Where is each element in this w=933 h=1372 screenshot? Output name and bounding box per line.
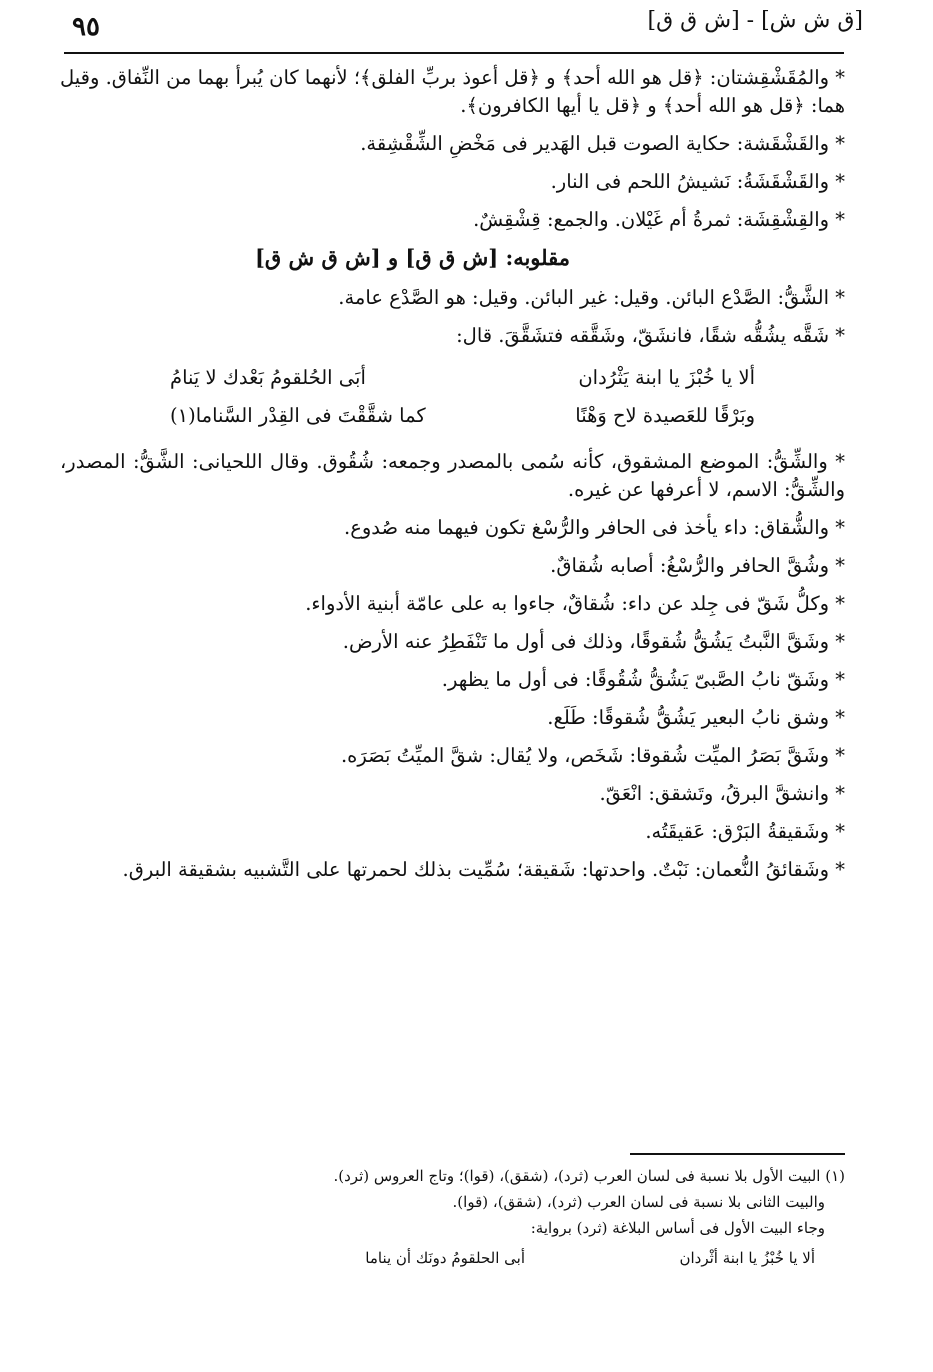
entry-paragraph: * وانشقَّ البرقُ، وتَشقق: انْعَقّ. (599, 782, 845, 805)
verse-second-hemistich: أبَى الحُلقومُ بَعْدك لا يَنامُ (170, 366, 366, 389)
footnote-rule (630, 1153, 845, 1155)
entry-paragraph: * وشَقَّ بَصَرُ الميِّت شُقوقا: شَخَص، ولا يُقال: شقَّ الميِّتُ بَصَرَه. (340, 744, 845, 767)
entry-paragraph: * وكلُّ شَقّ فى جِلد عن داء: شُقاقٌ، جاءوا به على عامّة أبنية الأدواء. (305, 592, 845, 615)
entry-paragraph: * وشق نابُ البعير يَشُقُّ شُقوقًا: طَلَع. (547, 706, 845, 729)
entry-paragraph: * والشِّقُّ: الموضع المشقوق، كأنه سُمى بالمصدر وجمعه: شُقُوق. وقال اللحيانى: الشَّقُّ: المصدر، والشِّقُّ: الاسم، لا أعرفها عن غيره. (60, 450, 845, 501)
entry-paragraph: * شَقَّه يشُقُّه شقًا، فانشَقّ، وشَقَّقه فتشَقَّقَ. قال: (456, 324, 845, 347)
verse-second-hemistich: كما شقَّقْتَ فى القِدْر السَّناما(١) (170, 404, 426, 427)
running-head: [ق ش ش] - [ش ق ق] (647, 8, 863, 33)
footnote-text: (١) البيت الأول بلا نسبة فى لسان العرب (ثرد)، (شقق)، (قوا)؛ وتاج العروس (ثرد). (333, 1167, 845, 1185)
section-heading: مقلوبه: [ش ق ق] و [ش ق ش ق] (255, 245, 570, 270)
verse-first-hemistich: وبَرْقًا للعَصيدة لاح وَهْنًا (575, 404, 755, 427)
verse-line (60, 398, 845, 436)
footnote-verse-second: أبى الحلقومُ دونَك أن يناما (365, 1249, 525, 1267)
poem-verses (60, 360, 845, 436)
entry-paragraph: * والشُّقاق: داء يأخذ فى الحافر والرُّسْغ تكون فيهما منه صُدوع. (344, 516, 845, 539)
footnotes (145, 1164, 845, 1272)
entry-paragraph: * والمُقَشْقِشتان: ﴿قل هو الله أحد﴾ و ﴿قل أعوذ بربِّ الفلق﴾؛ لأنهما كان يُبرأ بهما من النِّفاق. وقيل هما: ﴿قل هو الله أحد﴾ و ﴿قل يا أيها الكافرون﴾. (59, 66, 845, 117)
entry-paragraph: * وشَقيقةُ البَرْق: عَقيقَتُه. (645, 820, 845, 843)
verse-first-hemistich: ألا يا خُبْزَ يا ابنة يَثْرُدان (578, 366, 755, 389)
verse-line (60, 360, 845, 398)
entry-paragraph: * وشَقائقُ النُّعمان: نَبْتٌ. واحدتها: شَقيقة؛ سُمِّيت بذلك لحمرتها على التَّشبيه بشقيقة البرق. (122, 858, 845, 881)
header-rule (64, 52, 844, 54)
footnote-text: والبيت الثانى بلا نسبة فى لسان العرب (ثرد)، (شقق)، (قوا). (452, 1193, 825, 1211)
entry-paragraph: * وشُقَّ الحافر والرُّسْغُ: أصابه شُقاقٌ. (550, 554, 845, 577)
footnote-verse-first: ألا يا خُبْزُ يا ابنة أثْردان (679, 1249, 815, 1267)
entry-paragraph: * والقَشْقَشَةُ: نَشيشُ اللحم فى النار. (550, 170, 845, 193)
entry-paragraph: * والقِشْقِشَة: ثمرةُ أم غَيْلان. والجمع: قِشْقِشٌ. (473, 208, 845, 231)
page-number: ٩٥ (72, 12, 100, 42)
footnote-verse (145, 1242, 845, 1272)
entry-paragraph: * والقَشْقَشة: حكاية الصوت قبل الهَدير فى مَخْضِ الشِّقْشِقة. (360, 132, 845, 155)
footnote-text: وجاء البيت الأول فى أساس البلاغة (ثرد) برواية: (530, 1219, 825, 1237)
entry-paragraph: * الشَّقُّ: الصَّدْع البائن. وقيل: غير البائن. وقيل: هو الصَّدْع عامة. (338, 286, 845, 309)
main-text (60, 64, 845, 894)
entry-paragraph: * وشَقّ نابُ الصَّبىّ يَشُقُّ شُقُوقًا: فى أول ما يظهر. (441, 668, 845, 691)
entry-paragraph: * وشَقَّ النَّبتُ يَشُقُّ شُقوقًا، وذلك فى أول ما تَنْفَطِرُ عنه الأرض. (342, 630, 845, 653)
